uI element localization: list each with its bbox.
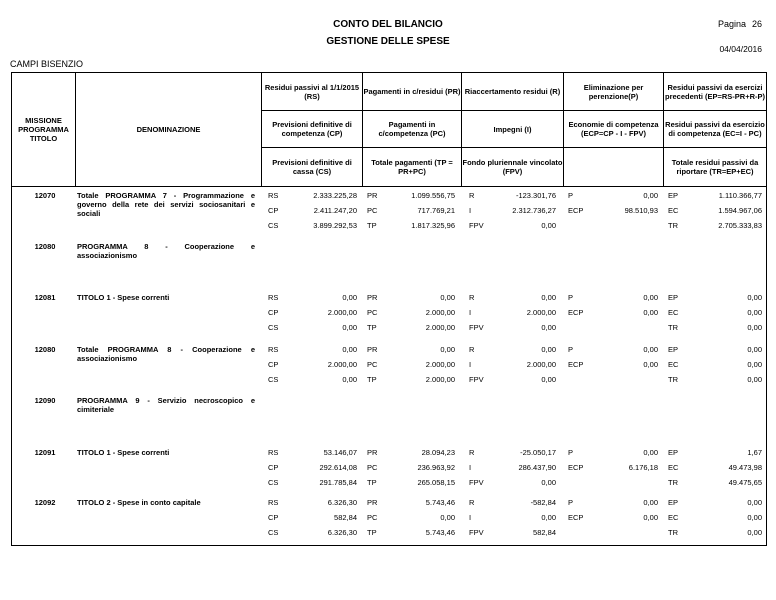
report-date: 04/04/2016 [719,44,762,54]
row-line-value: 1.817.325,96 [411,221,455,230]
header-fpv: Fondo pluriennale vincolato (FPV) [462,158,563,176]
row-line-label: PC [367,308,378,317]
header-p: Eliminazione per perenzione(P) [583,82,644,101]
row-line-value: 291.785,84 [319,478,357,487]
row-line-value: 1.110.366,77 [718,191,762,200]
row-line-label: EP [668,293,679,302]
row-line-label: P [568,191,574,200]
row-line-value: 0,00 [643,345,658,354]
row-line-label: I [469,206,472,215]
row-line-label: FPV [469,323,484,332]
row-line-label: PC [367,206,378,215]
page-number: 26 [751,19,762,29]
header-ec: Residui passivi da esercizio di competenza (EC=I - PC) [665,120,765,138]
row-line-label: CS [268,528,279,537]
header-cs: Previsioni definitive di cassa (CS) [272,158,352,176]
row-line-value: 49.475,65 [728,478,762,487]
row-line-label: FPV [469,375,484,384]
row-line-value: 0,00 [747,345,762,354]
row-line-label: CP [268,360,279,369]
row-line-label: TR [668,375,678,384]
row-denominazione: PROGRAMMA 9 - Servizio necroscopico e cimiteriale [77,396,255,414]
row-line-value: 0,00 [440,513,455,522]
header-ecp: Economie di competenza (ECP=CP - I - FPV) [568,120,659,138]
row-line-label: TR [668,323,678,332]
header-cp: Previsioni definitive di competenza (CP) [272,120,352,138]
row-line-value: 1.099.556,75 [411,191,455,200]
row-line-label: EP [668,498,679,507]
row-line-value: 2.705.333,83 [718,221,762,230]
row-line-label: TR [668,478,678,487]
row-line-value: 5.743,46 [425,498,455,507]
row-line-label: PC [367,360,378,369]
row-line-value: 98.510,93 [624,206,658,215]
row-line-value: 0,00 [440,345,455,354]
row-line-label: CP [268,308,279,317]
row-line-label: ECP [568,308,584,317]
row-code: 12091 [34,448,56,457]
row-line-label: EP [668,448,679,457]
header-pr: Pagamenti in c/residui (PR) [363,87,461,96]
row-line-value: -25.050,17 [520,448,556,457]
row-line-label: R [469,345,475,354]
row-line-label: EP [668,191,679,200]
row-line-value: 49.473,98 [728,463,762,472]
row-line-value: 0,00 [541,293,556,302]
row-line-value: 2.000,00 [526,360,556,369]
row-line-value: 236.963,92 [417,463,455,472]
row-line-value: 0,00 [541,345,556,354]
row-line-label: EC [668,513,679,522]
row-denominazione: PROGRAMMA 8 - Cooperazione e associazionismo [77,242,255,260]
row-line-value: 0,00 [541,221,556,230]
row-line-value: 717.769,21 [417,206,455,215]
row-line-value: 0,00 [747,375,762,384]
row-line-value: 0,00 [643,293,658,302]
row-line-label: P [568,345,574,354]
row-line-value: 28.094,23 [421,448,455,457]
row-line-label: ECP [568,360,584,369]
row-line-value: 2.000,00 [425,375,455,384]
row-line-label: TP [367,221,377,230]
row-line-value: 0,00 [342,345,357,354]
row-line-value: 2.000,00 [425,360,455,369]
row-line-label: FPV [469,221,484,230]
ente-name: CAMPI BISENZIO [10,59,84,69]
row-line-label: R [469,293,475,302]
row-line-label: FPV [469,528,484,537]
row-line-label: RS [268,191,279,200]
row-line-label: P [568,448,574,457]
row-line-value: 0,00 [440,293,455,302]
row-line-label: I [469,308,472,317]
header-missione: MISSIONE PROGRAMMA TITOLO [18,116,69,143]
row-line-label: CS [268,375,279,384]
row-code: 12081 [34,293,56,302]
row-line-label: EC [668,206,679,215]
row-line-label: CS [268,478,279,487]
report-subtitle: GESTIONE DELLE SPESE [326,36,450,47]
row-line-label: PR [367,498,378,507]
row-line-label: PC [367,463,378,472]
row-line-label: CP [268,206,279,215]
row-line-value: 0,00 [643,448,658,457]
row-line-value: 0,00 [747,513,762,522]
row-line-value: 0,00 [747,293,762,302]
row-line-label: TR [668,221,678,230]
header-denominazione: DENOMINAZIONE [136,125,201,134]
row-line-value: 582,84 [533,528,556,537]
row-denominazione: TITOLO 1 - Spese correnti [77,293,170,302]
header-empty [564,148,663,186]
row-line-value: -123.301,76 [515,191,556,200]
row-line-label: P [568,293,574,302]
row-line-label: TP [367,478,377,487]
row-line-value: 0,00 [747,308,762,317]
row-line-label: CS [268,221,279,230]
row-line-value: 582,84 [334,513,357,522]
row-line-label: CP [268,513,279,522]
header-divider [11,186,767,187]
row-line-label: ECP [568,206,584,215]
row-code: 12092 [34,498,56,507]
header-ep: Residui passivi da esercizi precedenti (EP=RS-PR+R-P) [664,82,766,101]
header-r: Riaccertamento residui (R) [464,87,561,96]
row-line-value: 0,00 [747,323,762,332]
row-line-label: R [469,448,475,457]
header-i: Impegni (I) [493,124,532,134]
row-line-label: PR [367,191,378,200]
row-line-label: R [469,191,475,200]
row-denominazione: TITOLO 1 - Spese correnti [77,448,170,457]
row-line-value: 0,00 [643,498,658,507]
row-line-value: 265.058,15 [417,478,455,487]
row-line-value: 2.411.247,20 [313,206,357,215]
row-line-value: 1,67 [747,448,762,457]
row-line-value: 0,00 [747,528,762,537]
row-line-value: 6.176,18 [628,463,658,472]
row-line-value: 286.437,90 [518,463,556,472]
row-line-label: RS [268,345,279,354]
header-tr: Totale residui passivi da riportare (TR=EP+EC) [671,158,759,176]
row-line-value: 2.333.225,28 [313,191,357,200]
row-line-value: -582,84 [530,498,556,507]
row-line-value: 0,00 [541,323,556,332]
row-code: 12080 [34,345,56,354]
row-line-label: EC [668,463,679,472]
row-denominazione: TITOLO 2 - Spese in conto capitale [77,498,201,507]
row-line-label: EC [668,308,679,317]
header-pc: Pagamenti in c/competenza (PC) [378,120,446,138]
row-line-value: 2.312.736,27 [512,206,556,215]
row-line-label: CS [268,323,279,332]
row-line-label: TR [668,528,678,537]
row-line-value: 6.326,30 [327,498,357,507]
row-line-label: TP [367,323,377,332]
row-line-label: RS [268,448,279,457]
row-line-value: 0,00 [747,360,762,369]
row-line-label: PR [367,345,378,354]
row-line-value: 6.326,30 [327,528,357,537]
header-rs: Residui passivi al 1/1/2015 (RS) [264,82,360,101]
report-title: CONTO DEL BILANCIO [333,19,443,30]
row-line-label: I [469,360,472,369]
row-line-label: RS [268,498,279,507]
page-label: Pagina [717,19,746,29]
row-denominazione: Totale PROGRAMMA 8 - Cooperazione e associazionismo [77,345,255,363]
row-line-label: FPV [469,478,484,487]
row-line-value: 0,00 [643,513,658,522]
row-line-value: 0,00 [541,513,556,522]
row-code: 12090 [34,396,56,405]
row-line-label: PR [367,293,378,302]
row-line-value: 2.000,00 [526,308,556,317]
row-line-label: TP [367,375,377,384]
row-line-value: 2.000,00 [425,323,455,332]
header-tp: Totale pagamenti (TP = PR+PC) [371,158,453,176]
row-line-label: I [469,513,472,522]
row-line-label: CP [268,463,279,472]
row-line-value: 0,00 [541,478,556,487]
row-line-label: PR [367,448,378,457]
row-line-value: 2.000,00 [327,360,357,369]
row-line-value: 1.594.967,06 [718,206,762,215]
row-line-value: 2.000,00 [327,308,357,317]
row-code: 12070 [34,191,56,200]
row-line-value: 0,00 [643,308,658,317]
row-line-value: 53.146,07 [323,448,357,457]
page-indicator [712,19,762,29]
row-line-value: 0,00 [541,375,556,384]
row-denominazione: Totale PROGRAMMA 7 - Programmazione e governo della rete dei servizi sociosanitari e sociali [77,191,255,218]
row-line-label: EP [668,345,679,354]
row-line-label: P [568,498,574,507]
row-line-label: R [469,498,475,507]
row-line-label: RS [268,293,279,302]
row-line-label: PC [367,513,378,522]
row-line-label: I [469,463,472,472]
row-line-label: EC [668,360,679,369]
row-line-value: 2.000,00 [425,308,455,317]
row-line-value: 3.899.292,53 [313,221,357,230]
row-code: 12080 [34,242,56,251]
row-line-label: ECP [568,463,584,472]
row-line-value: 0,00 [342,293,357,302]
row-line-value: 0,00 [342,375,357,384]
row-line-value: 0,00 [342,323,357,332]
row-line-value: 0,00 [643,191,658,200]
row-line-label: ECP [568,513,584,522]
row-line-value: 0,00 [643,360,658,369]
row-line-value: 0,00 [747,498,762,507]
row-line-value: 292.614,08 [319,463,357,472]
row-line-label: TP [367,528,377,537]
row-line-value: 5.743,46 [425,528,455,537]
